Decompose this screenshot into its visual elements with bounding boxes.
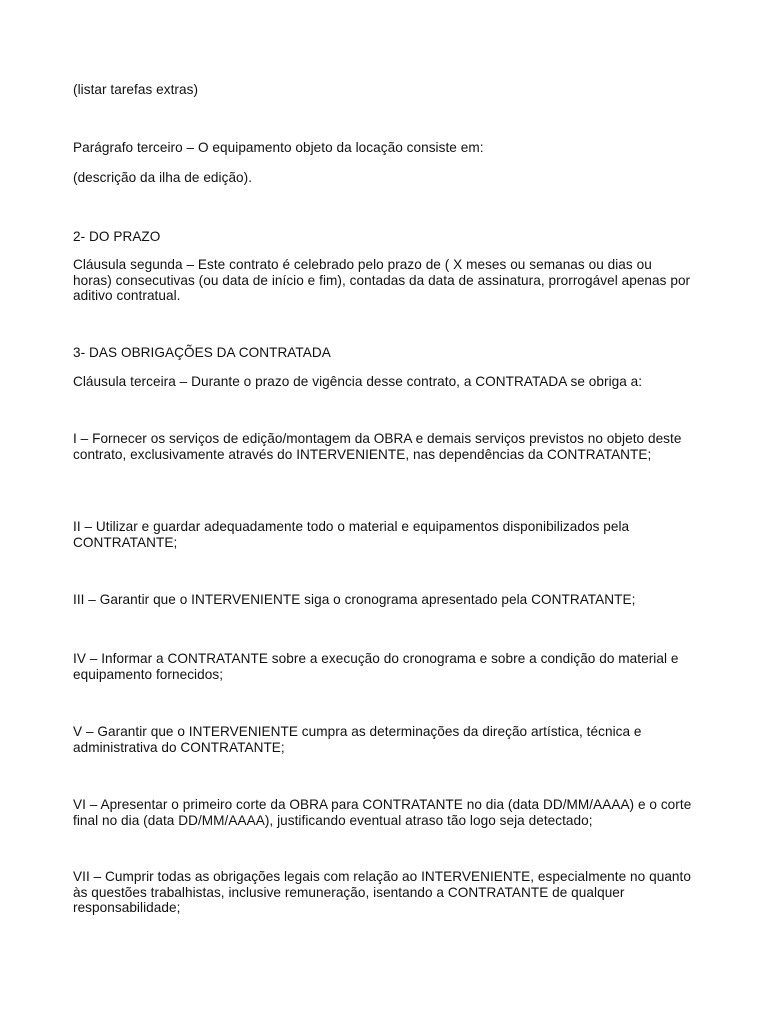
obligation-item-i: I – Fornecer os serviços de edição/montagem da OBRA e demais serviços previstos no objeto deste contrato, exclusivamente através do INTERVENIENTE, nas dependências da CONTRATANTE; [73, 431, 682, 462]
obligation-item-ii: II – Utilizar e guardar adequadamente todo o material e equipamentos disponibilizados pela CONTRATANTE; [73, 519, 630, 550]
paragraph-terceiro: Parágrafo terceiro – O equipamento objeto da locação consiste em: [73, 140, 484, 155]
paragraph-descricao-ilha: (descrição da ilha de edição). [73, 170, 253, 185]
paragraph-listar-tarefas: (listar tarefas extras) [73, 82, 199, 97]
section-heading-obrigacoes: 3- DAS OBRIGAÇÕES DA CONTRATADA [73, 345, 331, 360]
clause-segunda: Cláusula segunda – Este contrato é celebrado pelo prazo de ( X meses ou semanas ou dias ou horas) consecutivas (ou data de início e fim), contadas da data de assinatura, prorrogável apenas por aditivo contratual. [73, 257, 691, 303]
clause-terceira: Cláusula terceira – Durante o prazo de vigência desse contrato, a CONTRATADA se obriga a: [73, 374, 643, 389]
obligation-item-vi: VI – Apresentar o primeiro corte da OBRA para CONTRATANTE no dia (data DD/MM/AAAA) e o corte final no dia (data DD/MM/AAAA), justificando eventual atraso tão logo seja detectado; [73, 797, 692, 828]
obligation-item-vii: VII – Cumprir todas as obrigações legais com relação ao INTERVENIENTE, especialmente no quanto às questões trabalhistas, inclusive remuneração, isentando a CONTRATANTE de qualquer responsabilidade; [73, 869, 691, 915]
obligation-item-v: V – Garantir que o INTERVENIENTE cumpra as determinações da direção artística, técnica e administrativa do CONTRATANTE; [73, 724, 642, 755]
obligation-item-iv: IV – Informar a CONTRATANTE sobre a execução do cronograma e sobre a condição do material e equipamento fornecidos; [73, 651, 679, 682]
obligation-item-iii: III – Garantir que o INTERVENIENTE siga o cronograma apresentado pela CONTRATANTE; [73, 592, 636, 607]
section-heading-prazo: 2- DO PRAZO [73, 229, 161, 244]
